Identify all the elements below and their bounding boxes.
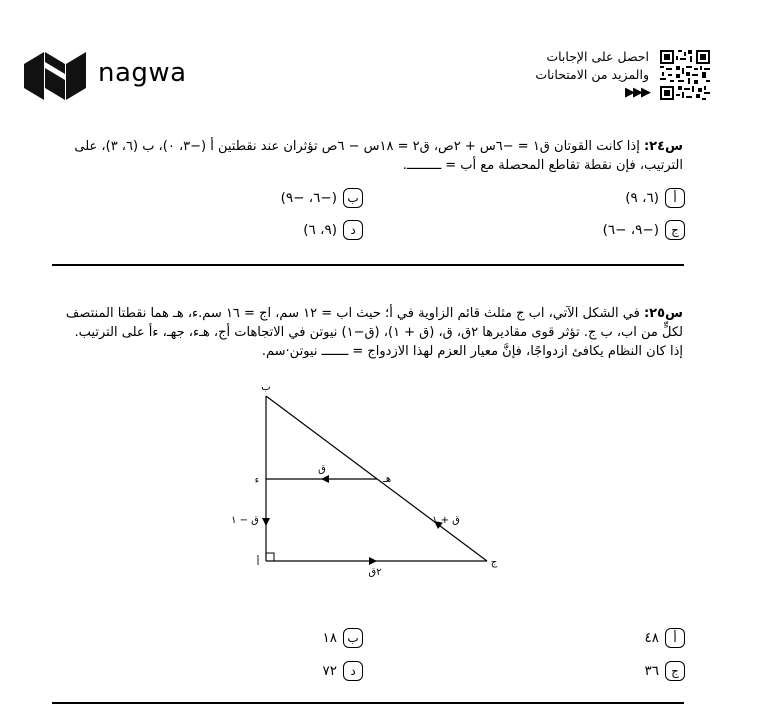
option-letter-badge: د <box>343 661 363 681</box>
question-25-text <box>43 304 683 361</box>
arrow-h-to-d-icon <box>321 475 329 483</box>
promo-text[interactable] <box>535 48 649 102</box>
option-text: ٤٨ <box>644 630 659 646</box>
option-letter-badge: ج <box>665 661 685 681</box>
qr-code-icon[interactable] <box>660 50 710 100</box>
option-letter-badge: د <box>343 220 363 240</box>
question-24-line-1 <box>43 137 683 156</box>
q24-option-b[interactable] <box>281 188 363 208</box>
option-letter-badge: ب <box>343 628 363 648</box>
q25-option-d[interactable] <box>322 661 363 681</box>
label-d: ء <box>254 475 260 486</box>
question-25-number: س٢٥: <box>643 306 683 321</box>
question-24-line-2: الترتيب، فإن نقطة تقاطع المحصلة مع أب = ـــــــــ. <box>402 158 683 173</box>
q24-option-a[interactable] <box>625 188 685 208</box>
label-a: أ <box>256 557 260 568</box>
q25-option-a[interactable] <box>644 628 685 648</box>
option-text: ٣٦ <box>644 663 659 679</box>
arrow-d-to-a-icon <box>262 518 270 526</box>
option-letter-badge: ب <box>343 188 363 208</box>
force-label-dh: ق <box>318 464 326 475</box>
option-text: (−٦، −٩) <box>280 190 337 206</box>
label-j: ج <box>490 557 498 568</box>
option-text: (٦، ٩) <box>625 190 659 206</box>
option-text: (−٩، −٦) <box>602 222 659 238</box>
promo-arrows-icon: ▶▶▶ <box>625 85 649 100</box>
question-24-body-1: إذا كانت القوتان ق١ = −٦س + ٢ص، ق٢ = ١٨س − ٦ص تؤثران عند نقطتين أ (−٣، ٠)، ب (٦، ٣)، على <box>74 139 640 154</box>
question-24-text <box>43 137 683 175</box>
option-text: (٩، ٦) <box>303 222 337 238</box>
force-label-ad: ق − ١ <box>231 515 259 526</box>
divider <box>52 702 684 704</box>
question-25-line-2: لكلٍّ من اب، ب ج. تؤثر قوى مقاديرها ٢ق، ق، (ق + ١)، (ق−١) نيوتن في الاتجاهات أج، هـء، جهـ، ءأ على الترتيب. <box>74 325 683 340</box>
question-25-line-1 <box>43 304 683 323</box>
option-letter-badge: أ <box>665 188 685 208</box>
q24-option-c[interactable] <box>603 220 685 240</box>
option-letter-badge: ج <box>665 220 685 240</box>
nagwa-logo-icon <box>24 50 86 102</box>
q24-option-d[interactable] <box>303 220 363 240</box>
label-h: هـ <box>382 474 392 485</box>
question-24-number: س٢٤: <box>643 139 683 154</box>
question-25-line-3: إذا كان النظام يكافئ ازدواجًا، فإنَّ معيار العزم لهذا الازدواج = ـــــــ نيوتن·سم. <box>261 344 683 359</box>
logo-text: nagwa <box>98 58 187 88</box>
label-b: ب <box>261 382 271 393</box>
q25-option-b[interactable] <box>322 628 363 648</box>
right-angle-mark <box>266 553 274 561</box>
arrow-a-to-j-icon <box>369 557 377 565</box>
divider <box>52 264 684 266</box>
force-label-aj: ٢ق <box>368 567 382 578</box>
promo-line-1: احصل على الإجابات <box>546 49 649 64</box>
force-label-jh: ق + ١ <box>432 515 460 526</box>
triangle-figure <box>225 380 515 580</box>
q25-option-c[interactable] <box>644 661 685 681</box>
option-letter-badge: أ <box>665 628 685 648</box>
question-25-body-1: في الشكل الآتي، اب ج مثلث قائم الزاوية في أ؛ حيث اب = ١٢ سم، اج = ١٦ سم.ء، هـ هما نقطتا المنتصف <box>65 306 640 321</box>
option-text: ٧٢ <box>322 663 337 679</box>
option-text: ١٨ <box>322 630 337 646</box>
promo-line-2: والمزيد من الامتحانات <box>535 67 649 82</box>
